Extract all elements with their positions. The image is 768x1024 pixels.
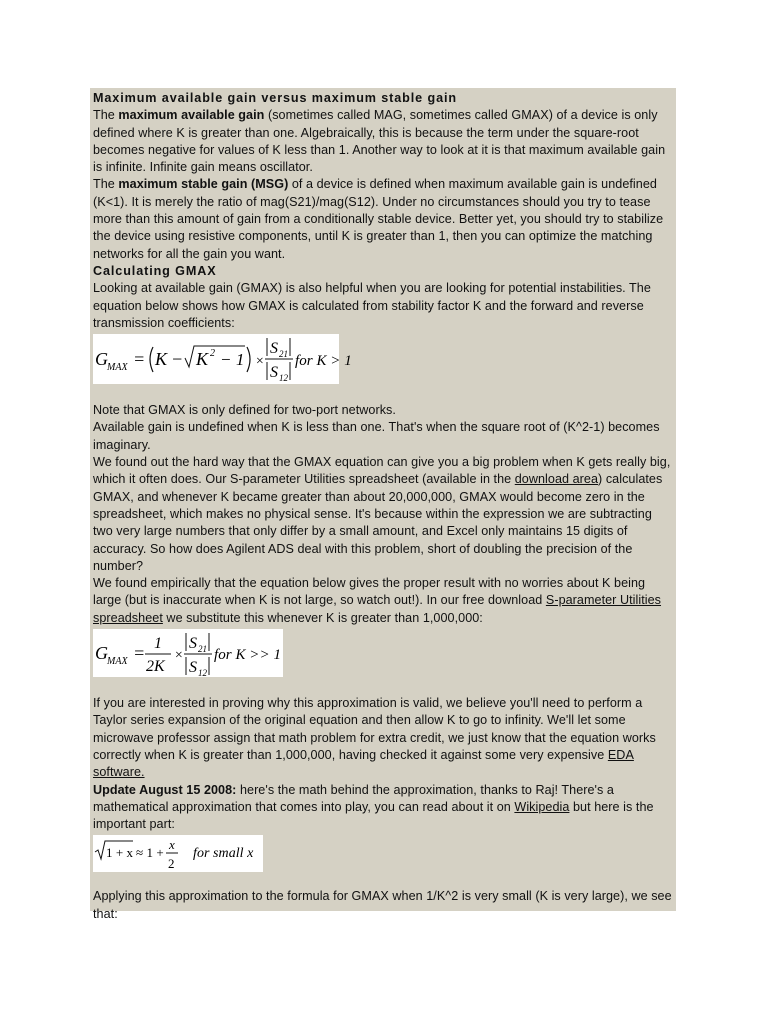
bold-term-mag: maximum available gain: [118, 108, 265, 123]
section-heading-mag-vs-msg: Maximum available gain versus maximum stable gain: [93, 91, 457, 105]
text-run: We found out the hard way that the GMAX equation can give you a big problem when K gets really big, which it often does. Our S-parameter Utilities spreadsheet (available in the: [93, 455, 671, 487]
text-run: (sometimes called MAG, sometimes called GMAX) of a device is only defined where K is greater than one. Algebraically, this is because the term under the square-root becomes negative for values of K less than 1. Another way to look at it is that maximum available gain is infinite. Infinite gain means oscillator.: [93, 108, 666, 175]
eq-minus-one: − 1: [220, 350, 245, 370]
download-area-link[interactable]: download area: [514, 472, 599, 487]
eq-condition: for K >> 1: [214, 647, 282, 664]
paragraph-two-port: Note that GMAX is only defined for two-port networks.: [93, 403, 396, 418]
eq-two: 2: [168, 856, 175, 872]
eq-radicand: 1 + x: [106, 845, 134, 861]
left-paren: [150, 347, 153, 372]
spacer: [93, 872, 673, 888]
paragraph-hard-way: [93, 454, 673, 575]
eq-times: ×: [174, 648, 184, 664]
eq-den-sub: 12: [198, 668, 208, 679]
text-run: If you are interested in proving why this approximation is valid, we believe you'll need to perform a Taylor series expansion of the original equation and then allow K to go to infinity. We'll let some microwave professor assign that math problem for extra credit, we just know that the equation works correctly when K is greater than 1,000,000, having checked it against some very expensive: [93, 696, 656, 762]
gmax-equation-svg: [93, 334, 352, 384]
spreadsheet-link[interactable]: S-parameter Utilities spreadsheet: [93, 593, 662, 625]
paragraph-applying: Applying this approximation to the formula for GMAX when 1/K^2 is very small (K is very large), we see that:: [93, 889, 672, 921]
eq-den: S: [270, 364, 279, 382]
eq-k: K: [155, 349, 168, 370]
text-run: here's the math behind the approximation, thanks to Raj! There's a mathematical approximation that comes into play, you can read about it on: [93, 782, 614, 814]
text-run: The: [93, 108, 119, 123]
text-run: of a device is defined when maximum available gain is undefined (K<1). It is merely the ratio of mag(S21)/mag(S12). Under no circumstances should you try to tease more than this amount of gain from a conditionally stable device. Better yet, you should try to stabilize the device using resistive components, until K is greater than 1, then you can optimize the matching networks for all the gain you want.: [93, 177, 664, 261]
text-run: ) calculates GMAX, and whenever K became greater than about 20,000,000, GMAX would become zero in the spreadsheet, which makes no physical sense. It's because within the expression we are subtracting two very large numbers that only differ by a small amount, and Excel only maintains 15 digits of accuracy. So how does Agilent ADS deal with this problem, short of doubling the precision of the number?: [93, 472, 663, 573]
paragraph-undefined: Available gain is undefined when K is less than one. That's when the square root of (K^2-1) becomes imaginary.: [93, 420, 660, 452]
eq-condition: for K > 1: [295, 353, 352, 370]
text-run: we substitute this whenever K is greater than 1,000,000:: [162, 610, 483, 625]
gmax-approx-equation-image: [93, 629, 283, 677]
section-heading-calculating-gmax: Calculating GMAX: [93, 263, 217, 278]
text-run: but here is the important part:: [93, 799, 654, 832]
eda-software-link[interactable]: EDA software.: [93, 747, 634, 780]
eq-times: ×: [255, 354, 265, 370]
eq-equals: =: [133, 349, 146, 370]
right-paren: [247, 347, 250, 372]
gmax-approx-equation-svg: [93, 629, 283, 677]
wikipedia-link[interactable]: Wikipedia: [514, 799, 570, 814]
eq-x: x: [169, 837, 175, 853]
eq-one: 1: [154, 635, 163, 653]
eq-num: S: [189, 635, 198, 653]
eq-condition: for small x: [193, 846, 254, 862]
text-run: We found empirically that the equation below gives the proper result with no worries about K being large (but is inaccurate when K is not large, so watch out!). In our free download: [93, 576, 646, 608]
eq-minus: −: [171, 349, 184, 370]
eq-lhs: G: [95, 349, 109, 370]
sqrt-approx-equation-svg: [93, 835, 263, 872]
bold-term-msg: maximum stable gain (MSG): [118, 177, 289, 192]
paragraph-empirical: [93, 575, 673, 627]
update-label: Update August 15 2008:: [93, 782, 237, 797]
eq-approx: ≈ 1 +: [136, 845, 164, 861]
eq-lhs-sub: MAX: [107, 656, 128, 668]
paragraph-available-gain: Looking at available gain (GMAX) is also helpful when you are looking for potential instabilities. The equation below shows how GMAX is calculated from stability factor K and the forward and reverse transmission coefficients:: [93, 281, 651, 330]
sqrt-approx-equation-image: [93, 835, 263, 872]
eq-equals: =: [133, 643, 146, 664]
eq-2k: 2K: [146, 658, 165, 676]
eq-sup: 2: [210, 348, 216, 360]
eq-num-sub: 21: [198, 644, 208, 655]
eq-k2: K: [196, 349, 209, 370]
gmax-equation-image: [93, 334, 352, 384]
spacer: [93, 677, 673, 695]
paragraph-taylor: [93, 695, 673, 781]
article-body: [93, 90, 673, 923]
paragraph-msg: [93, 176, 673, 262]
text-run: The: [93, 177, 119, 192]
paragraph-mag: [93, 107, 673, 176]
eq-den: S: [189, 659, 198, 677]
eq-lhs-sub: MAX: [107, 362, 128, 374]
paragraph-update: [93, 782, 673, 834]
spacer: [93, 384, 673, 402]
eq-num: S: [270, 340, 279, 358]
eq-den-sub: 12: [279, 373, 289, 384]
eq-num-sub: 21: [279, 349, 289, 360]
eq-lhs: G: [95, 643, 109, 664]
